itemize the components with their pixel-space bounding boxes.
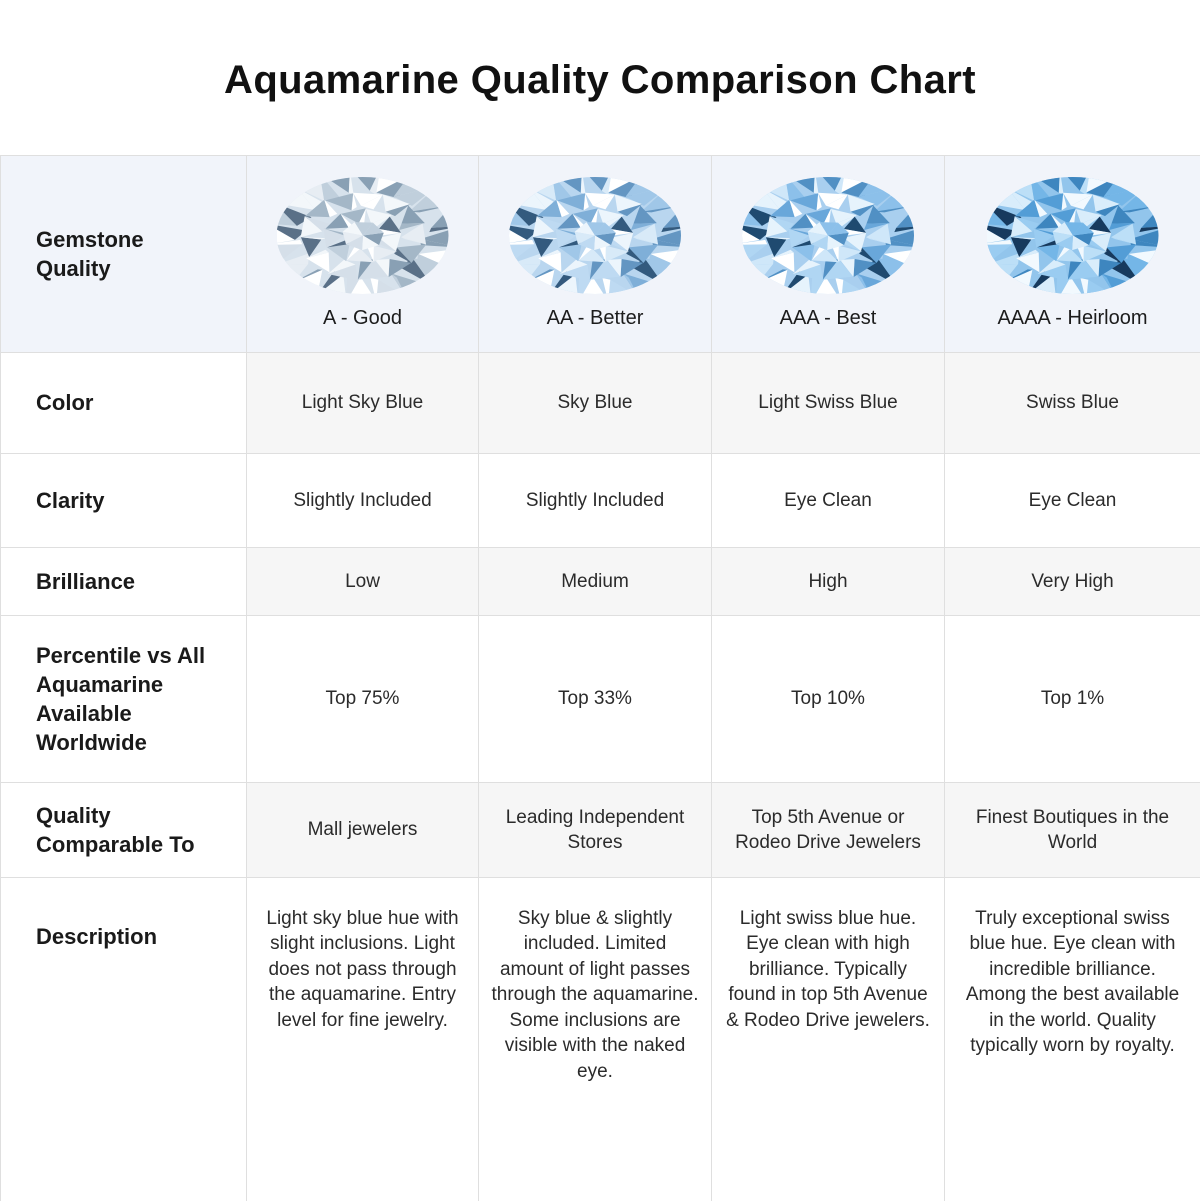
percentile-row-label: Percentile vs All Aquamarine Available Worldwide	[36, 642, 206, 756]
color-row-label: Color	[36, 390, 94, 416]
clarity-value-a: Slightly Included	[247, 454, 479, 547]
percentile-value-aaaa: Top 1%	[945, 616, 1200, 782]
description-value-aa: Sky blue & slightly included. Limited amount of light passes through the aquamarine. Some inclusions are visible with the naked eye.	[479, 878, 712, 1201]
quality-comparable-value-a: Mall jewelers	[247, 783, 479, 877]
description-value-aaaa: Truly exceptional swiss blue hue. Eye clean with incredible brilliance. Among the best available in the world. Quality typically worn by royalty.	[945, 878, 1200, 1201]
percentile-value-a: Top 75%	[247, 616, 479, 782]
description-value-aaa: Light swiss blue hue. Eye clean with high brilliance. Typically found in top 5th Avenue & Rodeo Drive jewelers.	[712, 878, 945, 1201]
brilliance-row-label-cell	[1, 548, 247, 615]
color-value-aa: Sky Blue	[479, 353, 712, 453]
page-title: Aquamarine Quality Comparison Chart	[224, 58, 976, 102]
grade-cell-a	[247, 156, 479, 352]
grade-cell-aaa	[712, 156, 945, 352]
corner-header-label: Gemstone Quality	[36, 226, 144, 281]
clarity-value-aaaa: Eye Clean	[945, 454, 1200, 547]
quality-comparable-value-aaaa: Finest Boutiques in the World	[945, 783, 1200, 877]
brilliance-value-aa: Medium	[479, 548, 712, 615]
brilliance-value-aaaa: Very High	[945, 548, 1200, 615]
row-quality-comparable	[1, 783, 1200, 878]
percentile-value-aaa: Top 10%	[712, 616, 945, 782]
row-color	[1, 353, 1200, 454]
color-value-a: Light Sky Blue	[247, 353, 479, 453]
row-brilliance	[1, 548, 1200, 616]
aquamarine-gem-image-aa-better	[509, 177, 681, 294]
title-band	[0, 0, 1200, 155]
row-clarity	[1, 454, 1200, 548]
color-value-aaaa: Swiss Blue	[945, 353, 1200, 453]
description-row-label-cell	[1, 878, 247, 1201]
aquamarine-gem-image-a-good	[277, 177, 449, 294]
quality-comparable-value-aaa: Top 5th Avenue or Rodeo Drive Jewelers	[712, 783, 945, 877]
brilliance-row-label: Brilliance	[36, 568, 136, 594]
clarity-row-label-cell	[1, 454, 247, 547]
percentile-value-aa: Top 33%	[479, 616, 712, 782]
quality-comparable-value-aa: Leading Independent Stores	[479, 783, 712, 877]
grade-label-aa: AA - Better	[546, 307, 644, 329]
grade-cell-aa	[479, 156, 712, 352]
table-header-row	[1, 156, 1200, 353]
clarity-value-aaa: Eye Clean	[712, 454, 945, 547]
clarity-row-label: Clarity	[36, 487, 105, 513]
color-row-label-cell	[1, 353, 247, 453]
grade-label-aaa: AAA - Best	[779, 307, 877, 329]
aquamarine-gem-image-aaaa-heirloom	[987, 177, 1159, 294]
brilliance-value-a: Low	[247, 548, 479, 615]
description-value-a: Light sky blue hue with slight inclusions. Light does not pass through the aquamarine. Entry level for fine jewelry.	[247, 878, 479, 1201]
color-value-aaa: Light Swiss Blue	[712, 353, 945, 453]
quality-comparable-label-cell	[1, 783, 247, 877]
aquamarine-gem-image-aaa-best	[742, 177, 914, 294]
clarity-value-aa: Slightly Included	[479, 454, 712, 547]
description-row-label: Description	[36, 924, 158, 949]
grade-cell-aaaa	[945, 156, 1200, 352]
row-description	[1, 878, 1200, 1201]
row-percentile	[1, 616, 1200, 783]
quality-comparable-label: Quality Comparable To	[36, 802, 195, 857]
percentile-row-label-cell	[1, 616, 247, 782]
brilliance-value-aaa: High	[712, 548, 945, 615]
comparison-table	[0, 155, 1200, 1201]
grade-label-aaaa: AAAA - Heirloom	[997, 307, 1148, 329]
grade-label-a: A - Good	[323, 307, 402, 329]
corner-header-cell	[1, 156, 247, 352]
